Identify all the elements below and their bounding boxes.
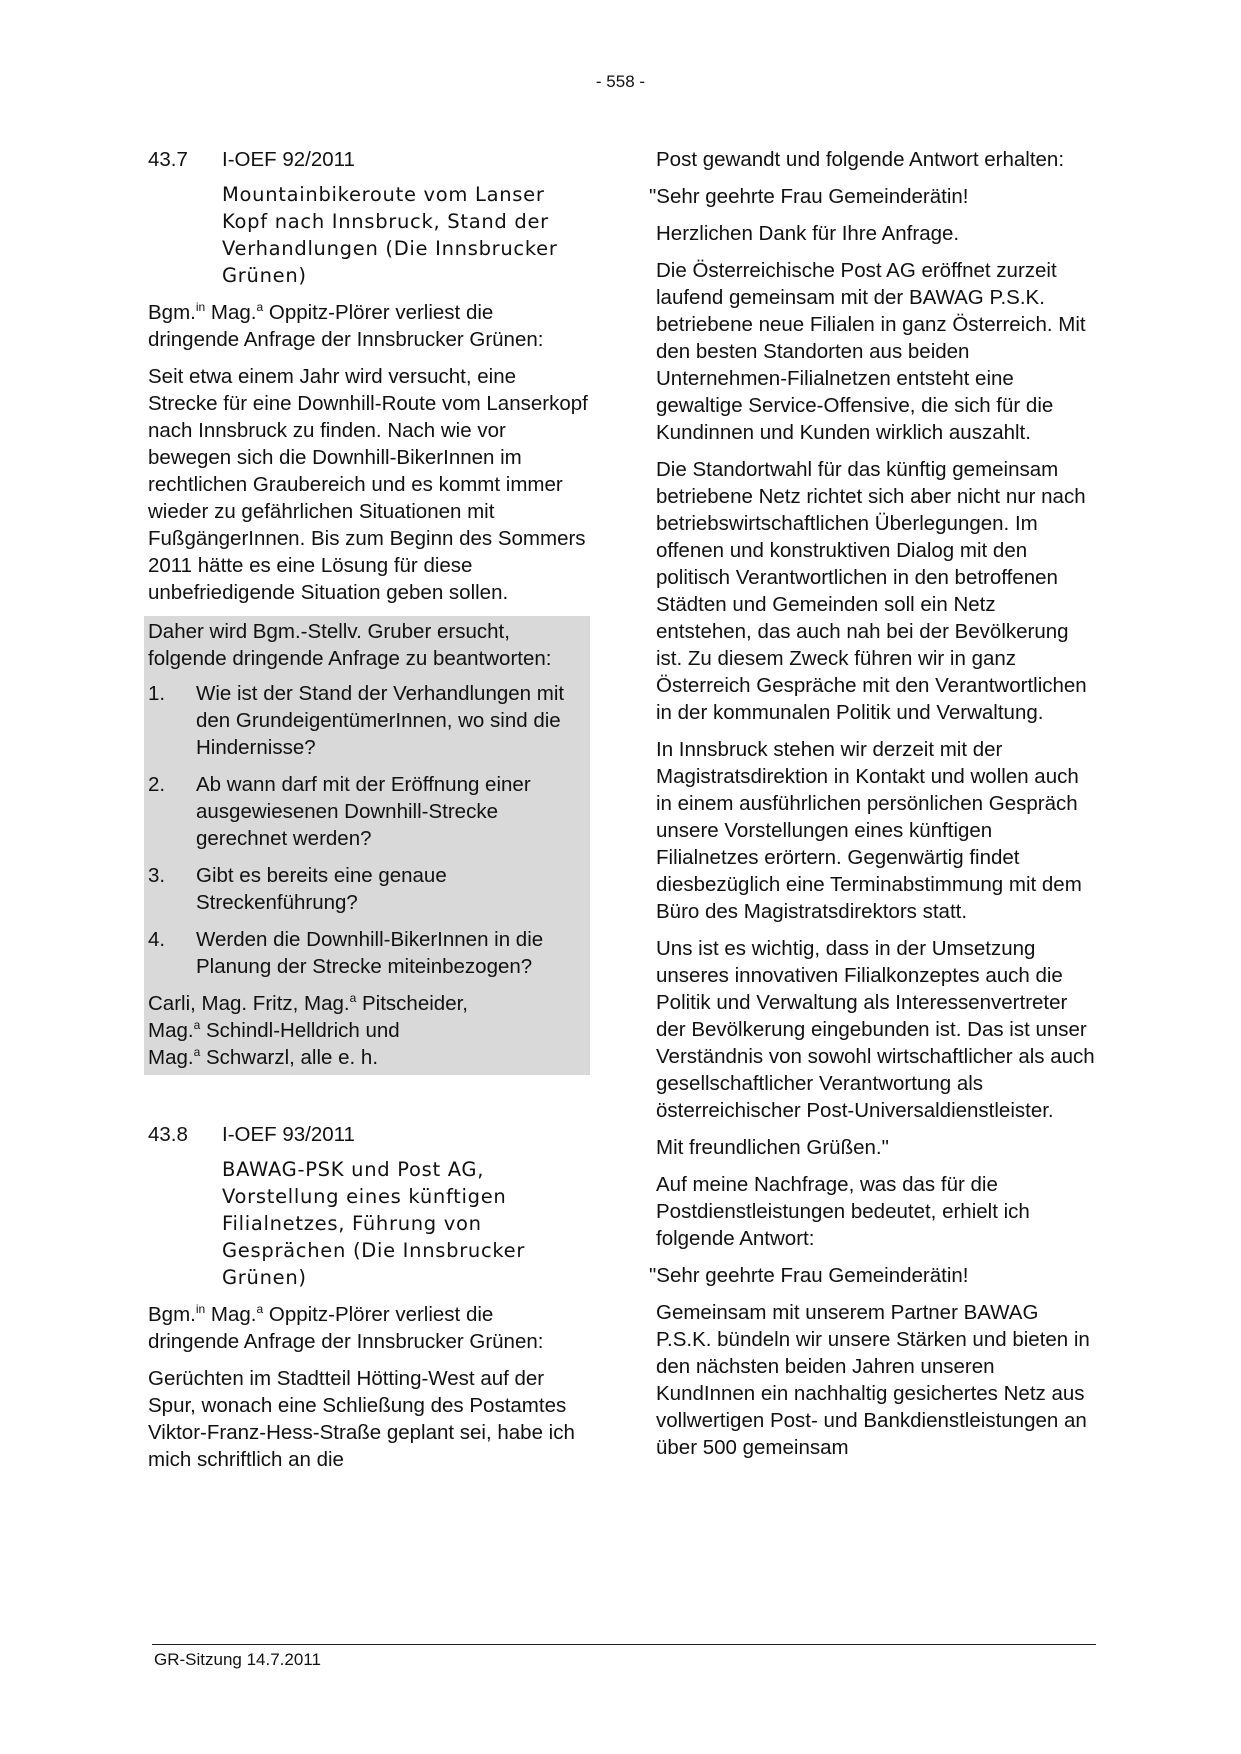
item-code: I-OEF 92/2011 [222, 148, 355, 171]
request-paragraph: Daher wird Bgm.-Stellv. Gruber ersucht, folgende dringende Anfrage zu beantworten: [148, 620, 552, 670]
question-item: 2. Ab wann darf mit der Eröffnung einer ausgewiesenen Downhill-Strecke gerechnet werden? [148, 773, 531, 850]
left-column [148, 146, 590, 1483]
item-number: 43.8 [148, 1123, 188, 1146]
body-paragraph: Die Standortwahl für das künftig gemeinsam betriebene Netz richtet sich aber nicht nur nach betriebswirtschaftlichen Überlegungen. Im offenen und konstruktiven Dialog mit den politisch Verantwortlichen in den betroffenen Städten und Gemeinden soll ein Netz entstehen, das auch nah bei der Bevölkerung ist. Zu diesem Zweck führen wir in ganz Österreich Gespräche mit den Verantwortlichen in der kommunalen Politik und Verwaltung. [656, 458, 1087, 724]
footer-divider [152, 1644, 1096, 1645]
quote-salutation: "Sehr geehrte Frau Gemeinderätin! [649, 185, 969, 208]
question-item: 1. Wie ist der Stand der Verhandlungen mit den GrundeigentümerInnen, wo sind die Hindernisse? [148, 682, 565, 759]
item-heading [148, 1121, 590, 1148]
item-heading [148, 146, 590, 173]
body-paragraph: Gemeinsam mit unserem Partner BAWAG P.S.K. bündeln wir unsere Stärken und bieten in den nächsten beiden Jahren unseren KundInnen ein nachhaltig gesichertes Netz aus vollwertigen Post- und Bankdienstleistungen an über 500 gemeinsam [656, 1301, 1090, 1459]
body-paragraph: Die Österreichische Post AG eröffnet zurzeit laufend gemeinsam mit der BAWAG P.S.K. betriebene neue Filialen in ganz Österreich. Mit den besten Standorten aus beiden Unternehmen-Filialnetzen entsteht eine gewaltige Service-Offensive, die sich für die Kundinnen und Kunden wirklich auszahlt. [656, 259, 1086, 444]
speaker-line: Bgm.$^{in}$ Mag.$^a$ Oppitz-Plörer verliest die dringende Anfrage der Innsbrucker Grünen: [148, 1302, 544, 1353]
body-paragraph: Gerüchten im Stadtteil Hötting-West auf der Spur, wonach eine Schließung des Postamtes Viktor-Franz-Hess-Straße geplant sei, habe ich mich schriftlich an die [148, 1367, 575, 1471]
right-column [649, 146, 1096, 1471]
item-number: 43.7 [148, 148, 188, 171]
body-paragraph: Post gewandt und folgende Antwort erhalten: [656, 148, 1065, 171]
body-paragraph: Uns ist es wichtig, dass in der Umsetzung unseres innovativen Filialkonzeptes auch die Politik und Verwaltung als Interessenvertreter der Bevölkerung eingebunden ist. Das ist unser Verständnis von sowohl wirtschaftlicher als auch gesellschaftlicher Verantwortung als österreichischer Post-Universaldienstleister. [656, 937, 1095, 1122]
page-number: - 558 - [595, 72, 646, 91]
item-code: I-OEF 93/2011 [222, 1123, 355, 1146]
footer-text: GR-Sitzung 14.7.2011 [154, 1650, 321, 1669]
item-subject: Mountainbikeroute vom Lanser Kopf nach Innsbruck, Stand der Verhandlungen (Die Innsbrucker Grünen) [222, 183, 558, 287]
question-item: 4. Werden die Downhill-BikerInnen in die Planung der Strecke miteinbezogen? [148, 928, 544, 978]
inquiry-box [144, 616, 590, 1075]
speaker-line: Bgm.$^{in}$ Mag.$^a$ Oppitz-Plörer verliest die dringende Anfrage der Innsbrucker Grünen: [148, 300, 544, 351]
body-paragraph: In Innsbruck stehen wir derzeit mit der Magistratsdirektion in Kontakt und wollen auch in einem ausführlichen persönlichen Gespräch unsere Vorstellungen eines künftigen Filialnetzes erörtern. Gegenwärtig findet diesbezüglich eine Terminabstimmung mit dem Büro des Magistratsdirektors statt. [656, 738, 1082, 923]
quote-salutation: "Sehr geehrte Frau Gemeinderätin! [649, 1264, 969, 1287]
body-paragraph: Auf meine Nachfrage, was das für die Postdienstleistungen bedeutet, erhielt ich folgende Antwort: [656, 1173, 1030, 1250]
body-paragraph: Seit etwa einem Jahr wird versucht, eine Strecke für eine Downhill-Route vom Lanserkopf nach Innsbruck zu finden. Nach wie vor bewegen sich die Downhill-BikerInnen im rechtlichen Graubereich und es kommt immer wieder zu gefährlichen Situationen mit FußgängerInnen. Bis zum Beginn des Sommers 2011 hätte es eine Lösung für diese unbefriedigende Situation geben sollen. [148, 365, 588, 604]
body-paragraph: Herzlichen Dank für Ihre Anfrage. [656, 222, 960, 245]
signatories: Carli, Mag. Fritz, Mag.$^a$ Pitscheider, Mag.$^a$ Schindl-Helldrich und Mag.$^a$ Schwarzl, alle e. h. [148, 991, 468, 1069]
question-item: 3. Gibt es bereits eine genaue Streckenführung? [148, 864, 447, 914]
item-subject: BAWAG-PSK und Post AG, Vorstellung eines künftigen Filialnetzes, Führung von Gesprächen (Die Innsbrucker Grünen) [222, 1158, 526, 1289]
body-paragraph: Mit freundlichen Grüßen." [656, 1136, 889, 1159]
